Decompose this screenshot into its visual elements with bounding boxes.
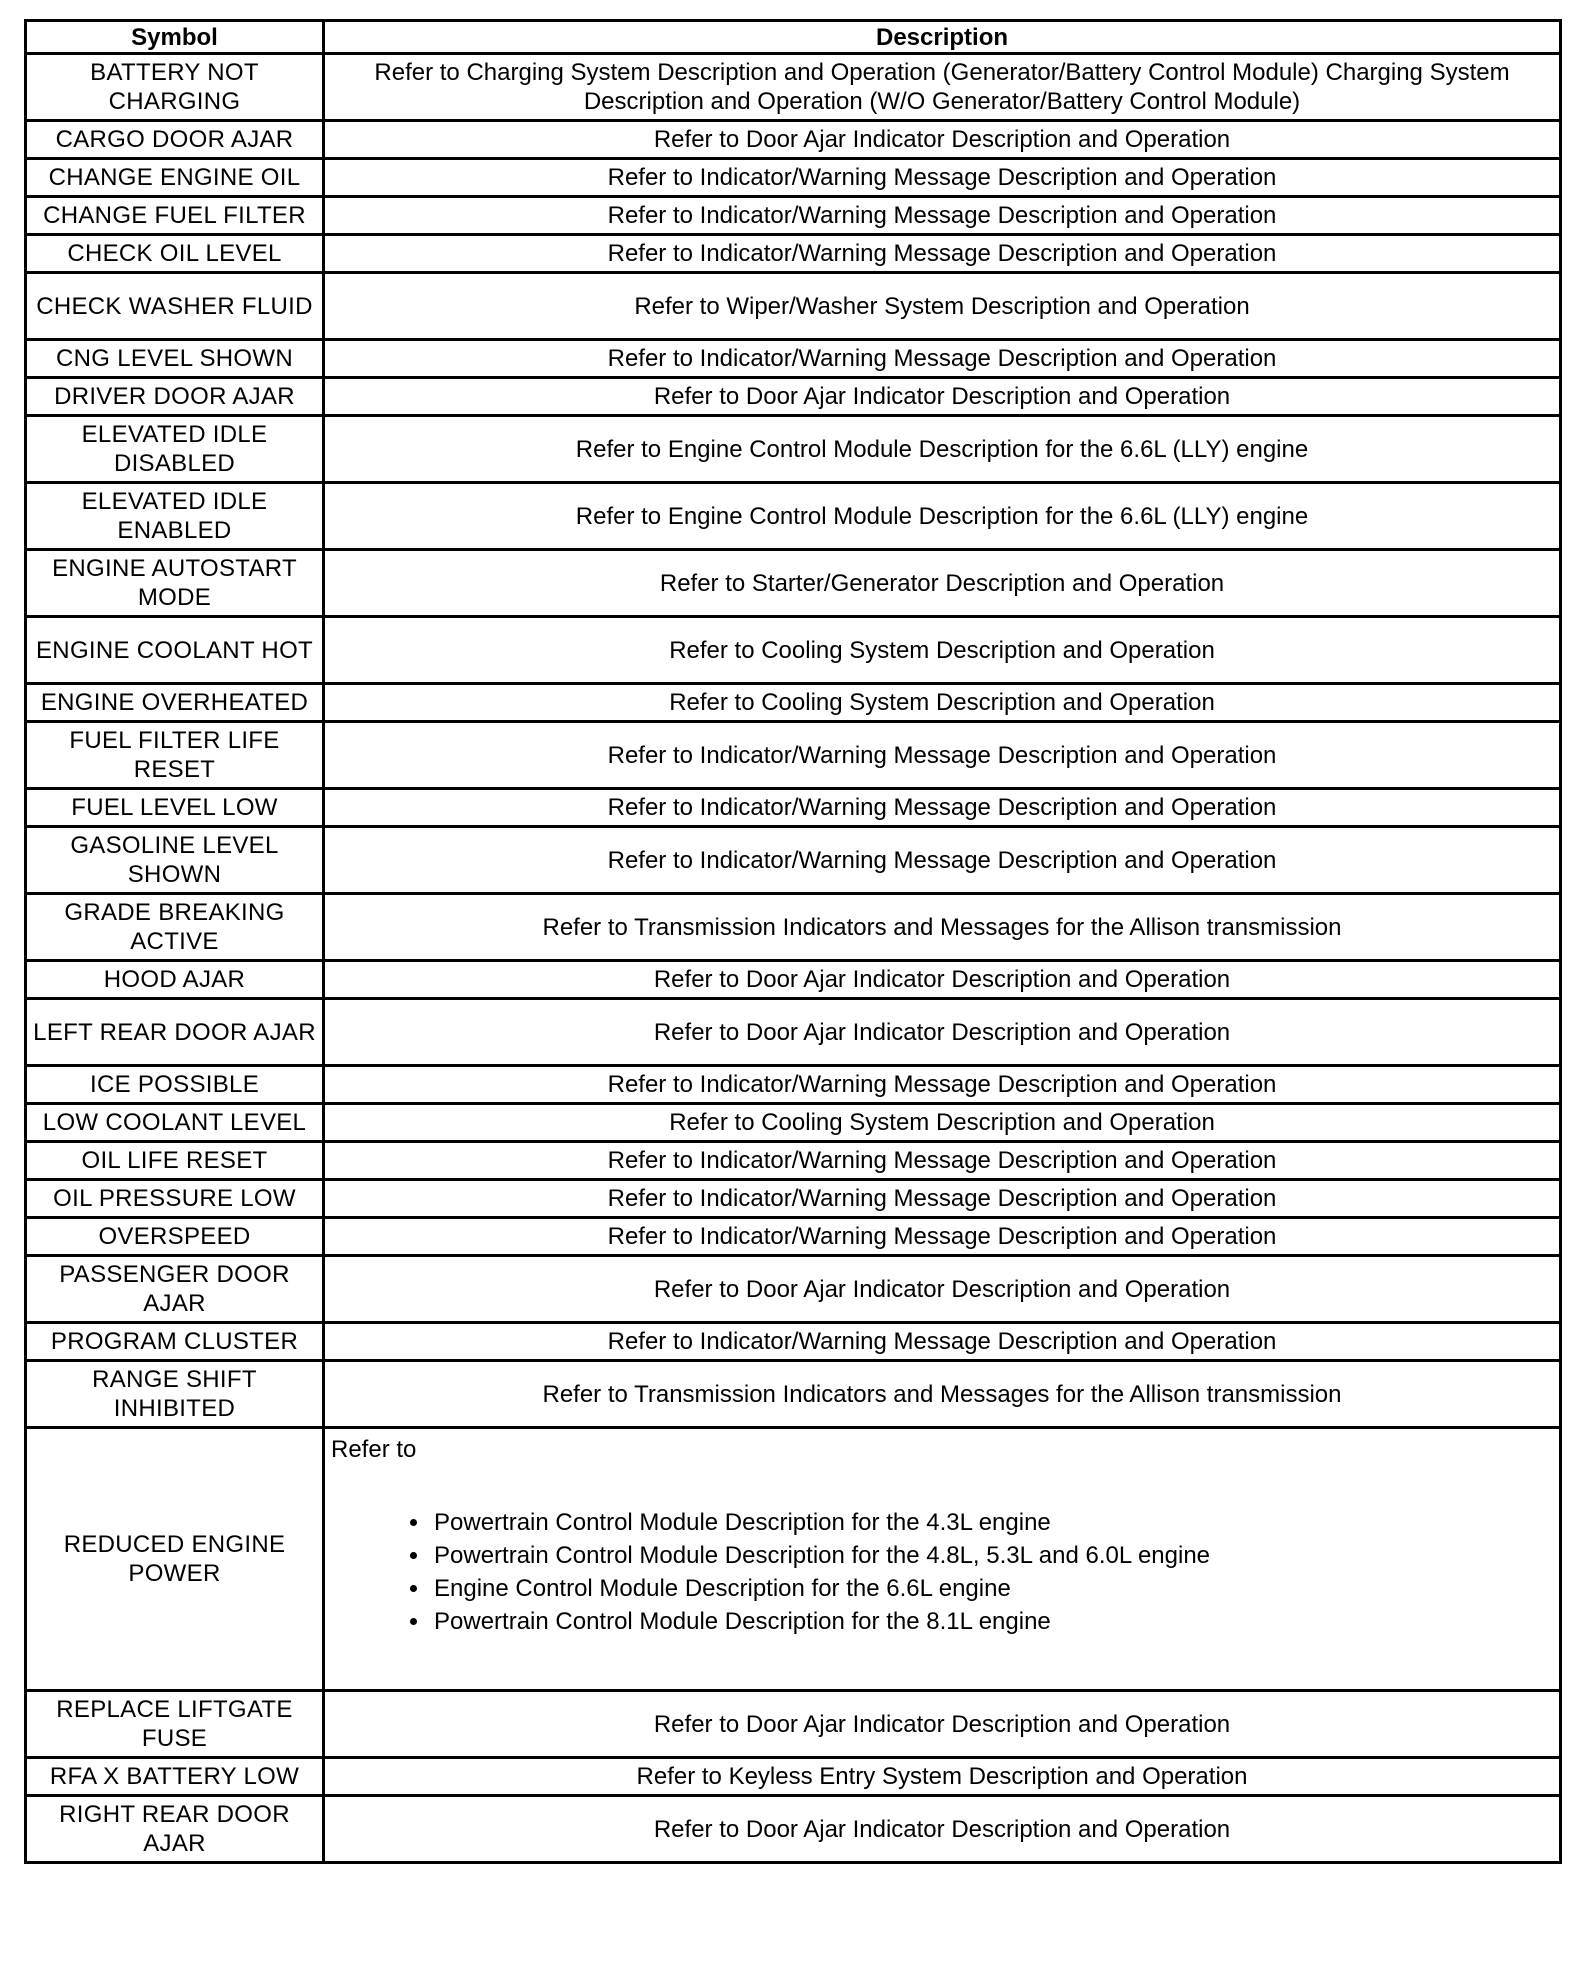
description-cell: Refer to Indicator/Warning Message Description and Operation — [324, 827, 1561, 894]
table-row — [26, 197, 1561, 235]
table-row — [26, 684, 1561, 722]
description-cell: Refer to Transmission Indicators and Messages for the Allison transmission — [324, 894, 1561, 961]
description-cell: Refer to Indicator/Warning Message Description and Operation — [324, 1323, 1561, 1361]
description-cell: Refer to Door Ajar Indicator Description and Operation — [324, 1691, 1561, 1758]
symbol-cell: GASOLINE LEVEL SHOWN — [26, 827, 324, 894]
symbol-cell: ELEVATED IDLE ENABLED — [26, 483, 324, 550]
symbol-cell: ELEVATED IDLE DISABLED — [26, 416, 324, 483]
message-table — [24, 19, 1562, 1864]
table-row — [26, 1323, 1561, 1361]
list-item: • Powertrain Control Module Description for the 8.1L engine — [431, 1605, 1553, 1638]
header-row — [26, 21, 1561, 54]
table-row — [26, 1256, 1561, 1323]
table-row — [26, 722, 1561, 789]
symbol-cell: FUEL FILTER LIFE RESET — [26, 722, 324, 789]
symbol-cell: CHANGE FUEL FILTER — [26, 197, 324, 235]
table-row — [26, 1691, 1561, 1758]
description-cell: Refer to Indicator/Warning Message Description and Operation — [324, 197, 1561, 235]
table-row — [26, 416, 1561, 483]
description-cell: Refer to Indicator/Warning Message Description and Operation — [324, 1066, 1561, 1104]
symbol-cell: GRADE BREAKING ACTIVE — [26, 894, 324, 961]
symbol-cell: PASSENGER DOOR AJAR — [26, 1256, 324, 1323]
description-cell: Refer to Door Ajar Indicator Description and Operation — [324, 1796, 1561, 1863]
table-row — [26, 273, 1561, 340]
description-cell: Refer to Indicator/Warning Message Description and Operation — [324, 1180, 1561, 1218]
table-row — [26, 1796, 1561, 1863]
symbol-cell: OIL LIFE RESET — [26, 1142, 324, 1180]
list-item: • Powertrain Control Module Description for the 4.8L, 5.3L and 6.0L engine — [431, 1539, 1553, 1572]
table-row — [26, 1218, 1561, 1256]
table-row — [26, 340, 1561, 378]
description-cell: Refer to Engine Control Module Description for the 6.6L (LLY) engine — [324, 416, 1561, 483]
table-row — [26, 1428, 1561, 1691]
symbol-cell: OIL PRESSURE LOW — [26, 1180, 324, 1218]
table-row — [26, 54, 1561, 121]
description-cell: Refer to Door Ajar Indicator Description and Operation — [324, 121, 1561, 159]
description-cell: Refer to Wiper/Washer System Description and Operation — [324, 273, 1561, 340]
description-cell: Refer to Keyless Entry System Description and Operation — [324, 1758, 1561, 1796]
table-row — [26, 1104, 1561, 1142]
symbol-column-header: Symbol — [26, 21, 324, 54]
symbol-cell: REDUCED ENGINE POWER — [26, 1428, 324, 1691]
list-item: • Powertrain Control Module Description for the 4.3L engine — [431, 1506, 1553, 1539]
symbol-cell: BATTERY NOT CHARGING — [26, 54, 324, 121]
table-row — [26, 617, 1561, 684]
symbol-cell: HOOD AJAR — [26, 961, 324, 999]
table-row — [26, 827, 1561, 894]
symbol-cell: RFA X BATTERY LOW — [26, 1758, 324, 1796]
table-row — [26, 159, 1561, 197]
description-intro: Refer to — [331, 1436, 417, 1463]
symbol-cell: CHECK WASHER FLUID — [26, 273, 324, 340]
symbol-cell: CHANGE ENGINE OIL — [26, 159, 324, 197]
symbol-cell: ENGINE OVERHEATED — [26, 684, 324, 722]
table-row — [26, 1758, 1561, 1796]
reference-list — [331, 1506, 1553, 1638]
table-row — [26, 1361, 1561, 1428]
description-cell — [324, 1428, 1561, 1691]
symbol-cell: RIGHT REAR DOOR AJAR — [26, 1796, 324, 1863]
description-cell: Refer to Indicator/Warning Message Description and Operation — [324, 235, 1561, 273]
table-row — [26, 1142, 1561, 1180]
description-cell: Refer to Charging System Description and Operation (Generator/Battery Control Module) Charging System Description and Operation (W/O Generator/Battery Control Module) — [324, 54, 1561, 121]
symbol-cell: RANGE SHIFT INHIBITED — [26, 1361, 324, 1428]
symbol-cell: CARGO DOOR AJAR — [26, 121, 324, 159]
description-cell: Refer to Indicator/Warning Message Description and Operation — [324, 789, 1561, 827]
description-cell: Refer to Door Ajar Indicator Description and Operation — [324, 1256, 1561, 1323]
description-cell: Refer to Door Ajar Indicator Description and Operation — [324, 999, 1561, 1066]
table-row — [26, 121, 1561, 159]
symbol-cell: CNG LEVEL SHOWN — [26, 340, 324, 378]
table-row — [26, 378, 1561, 416]
symbol-cell: ENGINE AUTOSTART MODE — [26, 550, 324, 617]
table-row — [26, 999, 1561, 1066]
table-row — [26, 1066, 1561, 1104]
description-column-header: Description — [324, 21, 1561, 54]
description-cell: Refer to Indicator/Warning Message Description and Operation — [324, 1142, 1561, 1180]
description-cell: Refer to Indicator/Warning Message Description and Operation — [324, 159, 1561, 197]
table-body — [26, 54, 1561, 1863]
table-row — [26, 550, 1561, 617]
description-cell: Refer to Indicator/Warning Message Description and Operation — [324, 722, 1561, 789]
description-cell: Refer to Starter/Generator Description and Operation — [324, 550, 1561, 617]
table-row — [26, 483, 1561, 550]
description-cell: Refer to Door Ajar Indicator Description and Operation — [324, 961, 1561, 999]
symbol-cell: ICE POSSIBLE — [26, 1066, 324, 1104]
description-cell: Refer to Engine Control Module Description for the 6.6L (LLY) engine — [324, 483, 1561, 550]
symbol-cell: CHECK OIL LEVEL — [26, 235, 324, 273]
symbol-cell: PROGRAM CLUSTER — [26, 1323, 324, 1361]
symbol-cell: DRIVER DOOR AJAR — [26, 378, 324, 416]
description-cell: Refer to Indicator/Warning Message Description and Operation — [324, 340, 1561, 378]
table-row — [26, 894, 1561, 961]
description-cell: Refer to Cooling System Description and Operation — [324, 1104, 1561, 1142]
table-row — [26, 1180, 1561, 1218]
table-row — [26, 789, 1561, 827]
symbol-cell: FUEL LEVEL LOW — [26, 789, 324, 827]
table-row — [26, 235, 1561, 273]
symbol-cell: OVERSPEED — [26, 1218, 324, 1256]
description-cell: Refer to Cooling System Description and Operation — [324, 617, 1561, 684]
symbol-cell: REPLACE LIFTGATE FUSE — [26, 1691, 324, 1758]
description-cell: Refer to Indicator/Warning Message Description and Operation — [324, 1218, 1561, 1256]
description-cell: Refer to Cooling System Description and Operation — [324, 684, 1561, 722]
symbol-cell: LEFT REAR DOOR AJAR — [26, 999, 324, 1066]
symbol-cell: LOW COOLANT LEVEL — [26, 1104, 324, 1142]
table-row — [26, 961, 1561, 999]
symbol-cell: ENGINE COOLANT HOT — [26, 617, 324, 684]
description-cell: Refer to Door Ajar Indicator Description and Operation — [324, 378, 1561, 416]
list-item: • Engine Control Module Description for the 6.6L engine — [431, 1572, 1553, 1605]
description-cell: Refer to Transmission Indicators and Messages for the Allison transmission — [324, 1361, 1561, 1428]
